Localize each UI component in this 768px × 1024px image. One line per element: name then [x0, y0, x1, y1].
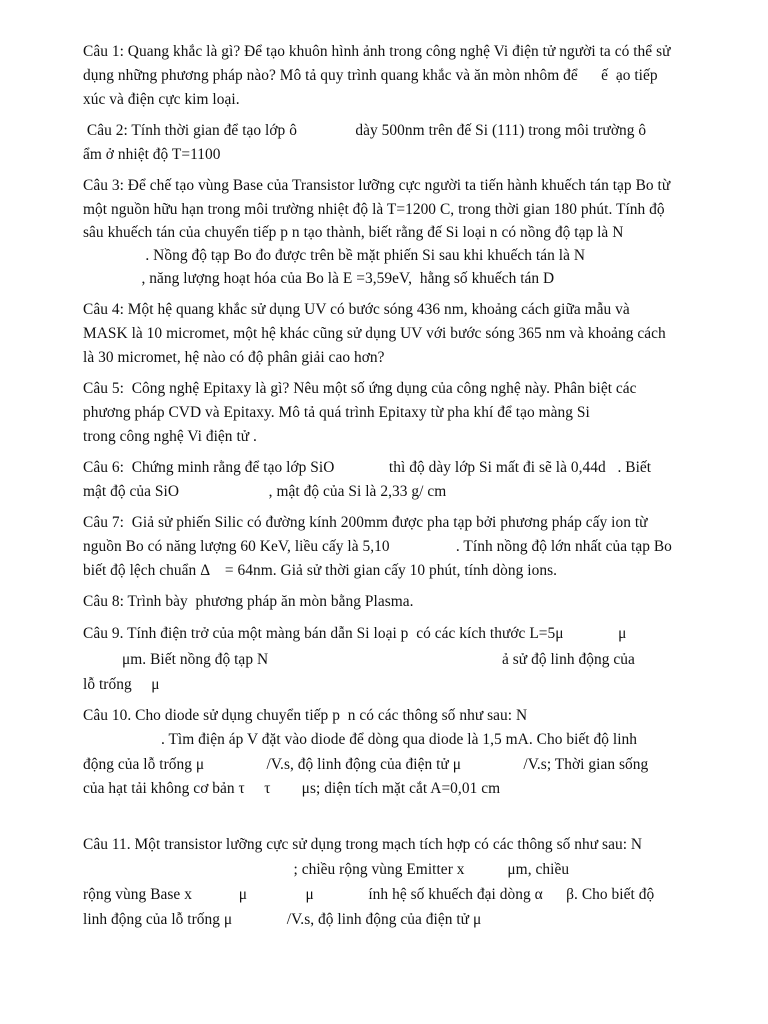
question-6-line: mật độ của SiO , mật độ của Si là 2,33 g/ cm — [83, 483, 447, 500]
question-3-line: sâu khuếch tán của chuyển tiếp p n tạo thành, biết rằng đế Si loại n có nồng độ tạp là N — [83, 224, 624, 241]
question-7-line: nguồn Bo có năng lượng 60 KeV, liều cấy là 5,10 . Tính nồng độ lớn nhất của tạp Bo — [83, 538, 672, 555]
question-7-line: Câu 7: Giả sử phiến Silic có đường kính 200mm được pha tạp bởi phương pháp cấy ion từ — [83, 514, 648, 531]
question-1-line: xúc và điện cực kim loại. — [83, 91, 240, 108]
question-2-line: Câu 2: Tính thời gian để tạo lớp ô dày 500nm trên đế Si (111) trong môi trường ô — [83, 122, 647, 139]
question-3-line: , năng lượng hoạt hóa của Bo là E =3,59eV, hằng số khuếch tán D — [83, 270, 555, 287]
question-11-line: rộng vùng Base x μ μ ính hệ số khuếch đại dòng α β. Cho biết độ — [83, 886, 655, 903]
question-10-line: Câu 10. Cho diode sử dụng chuyển tiếp p n có các thông số như sau: N — [83, 707, 528, 724]
question-9-line: lỗ trống μ — [83, 676, 160, 693]
question-5-line: phương pháp CVD và Epitaxy. Mô tả quá trình Epitaxy từ pha khí để tạo màng Si — [83, 404, 590, 421]
question-5-line: trong công nghệ Vi điện tử . — [83, 428, 257, 445]
question-6-line: Câu 6: Chứng minh rằng để tạo lớp SiO thì độ dày lớp Si mất đi sẽ là 0,44d . Biết — [83, 459, 652, 476]
question-1-line: Câu 1: Quang khắc là gì? Để tạo khuôn hình ảnh trong công nghệ Vi điện tử người ta có thể sử — [83, 43, 671, 60]
question-11-line: Câu 11. Một transistor lưỡng cực sử dụng trong mạch tích hợp có các thông số như sau: N — [83, 836, 643, 853]
question-10-line: . Tìm điện áp V đặt vào diode để dòng qua diode là 1,5 mA. Cho biết độ linh — [83, 731, 638, 748]
question-7-line: biết độ lệch chuẩn Δ = 64nm. Giả sử thời gian cấy 10 phút, tính dòng ions. — [83, 562, 558, 579]
question-5-line: Câu 5: Công nghệ Epitaxy là gì? Nêu một số ứng dụng của công nghệ này. Phân biệt các — [83, 380, 637, 397]
question-10-line: của hạt tải không cơ bản τ τ μs; diện tích mặt cắt A=0,01 cm — [83, 780, 501, 797]
question-3-line: một nguồn hữu hạn trong môi trường nhiệt độ là T=1200 C, trong thời gian 180 phút. Tính độ — [83, 201, 665, 218]
question-9-line: μm. Biết nồng độ tạp N ả sử độ linh động của — [83, 651, 635, 668]
question-3-line: Câu 3: Để chế tạo vùng Base của Transistor lưỡng cực người ta tiến hành khuếch tán tạp Bo từ — [83, 177, 671, 194]
question-8-line: Câu 8: Trình bày phương pháp ăn mòn bằng Plasma. — [83, 593, 414, 610]
question-10-line: động của lỗ trống μ /V.s, độ linh động của điện tử μ /V.s; Thời gian sống — [83, 756, 649, 773]
question-4-line: MASK là 10 micromet, một hệ khác cũng sử dụng UV với bước sóng 365 nm và khoảng cách — [83, 325, 666, 342]
question-9-line: Câu 9. Tính điện trở của một màng bán dẫn Si loại p có các kích thước L=5μ μ — [83, 625, 627, 642]
question-4-line: Câu 4: Một hệ quang khắc sử dụng UV có bước sóng 436 nm, khoảng cách giữa mẫu và — [83, 301, 630, 318]
question-11-line: linh động của lỗ trống μ /V.s, độ linh động của điện tử μ — [83, 911, 482, 928]
question-11-line: ; chiều rộng vùng Emitter x μm, chiều — [83, 861, 570, 878]
question-4-line: là 30 micromet, hệ nào có độ phân giải cao hơn? — [83, 349, 385, 366]
question-2-line: ẩm ở nhiệt độ T=1100 — [83, 146, 221, 163]
question-3-line: . Nồng độ tạp Bo đo được trên bề mặt phiến Si sau khi khuếch tán là N — [83, 247, 586, 264]
question-1-line: dụng những phương pháp nào? Mô tả quy trình quang khắc và ăn mòn nhôm để ế ạo tiếp — [83, 67, 658, 84]
